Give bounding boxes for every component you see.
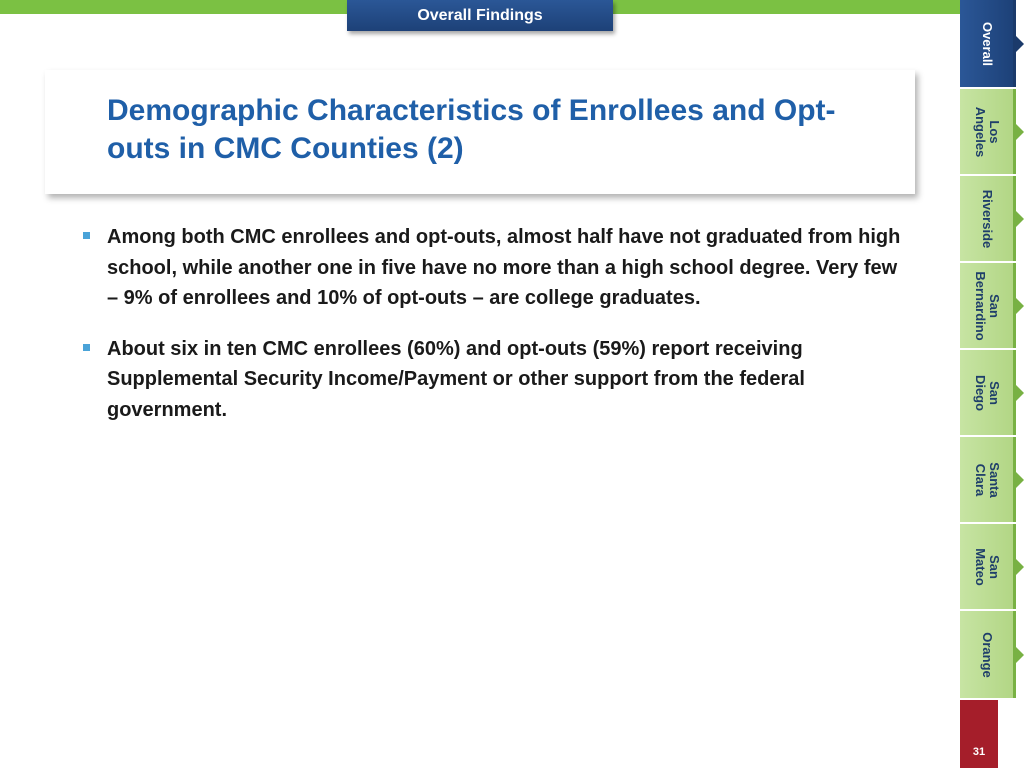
sidebar-tab-santa-clara[interactable] (960, 437, 1016, 522)
slide-title: Demographic Characteristics of Enrollees and Opt-outs in CMC Counties (2) (107, 94, 836, 165)
sidebar-tab-orange[interactable] (960, 611, 1016, 698)
square-bullet-icon (83, 344, 90, 351)
sidebar-tab-label: San Mateo (972, 547, 1002, 586)
bullet-text: Among both CMC enrollees and opt-outs, almost half have not graduated from high school, while another one in five have no more than a high school degree. Very few – 9% of enrollees and 10% of opt-outs – are college graduates. (107, 226, 901, 309)
sidebar-tab-label: Orange (979, 631, 995, 678)
bullet-text: About six in ten CMC enrollees (60%) and opt-outs (59%) report receiving Supplemental Security Income/Payment or other support from the federal government. (107, 337, 805, 421)
sidebar-tab-label: Riverside (979, 189, 995, 248)
title-box (45, 70, 915, 194)
sidebar-tab-label: Santa Clara (972, 461, 1002, 498)
bullet-list (80, 222, 910, 445)
bullet-item (80, 334, 910, 426)
sidebar-tab-riverside[interactable] (960, 176, 1016, 261)
sidebar-tab-san-bernardino[interactable] (960, 263, 1016, 348)
page-number: 31 (972, 746, 986, 758)
sidebar-tab-overall[interactable] (960, 0, 1016, 87)
sidebar-tab-label: San Bernardino (972, 270, 1002, 341)
sidebar-tab-label: Los Angeles (972, 106, 1002, 157)
bullet-item (80, 222, 910, 314)
sidebar-tab-san-diego[interactable] (960, 350, 1016, 435)
sidebar-tab-label: San Diego (972, 374, 1002, 411)
sidebar-tab-san-mateo[interactable] (960, 524, 1016, 609)
square-bullet-icon (83, 232, 90, 239)
sidebar-tab-los-angeles[interactable] (960, 89, 1016, 174)
sidebar-tab-label: Overall (979, 21, 995, 66)
county-sidebar (960, 0, 1024, 768)
page-number-box (960, 700, 998, 768)
section-tab-overall-findings[interactable]: Overall Findings (347, 0, 613, 31)
